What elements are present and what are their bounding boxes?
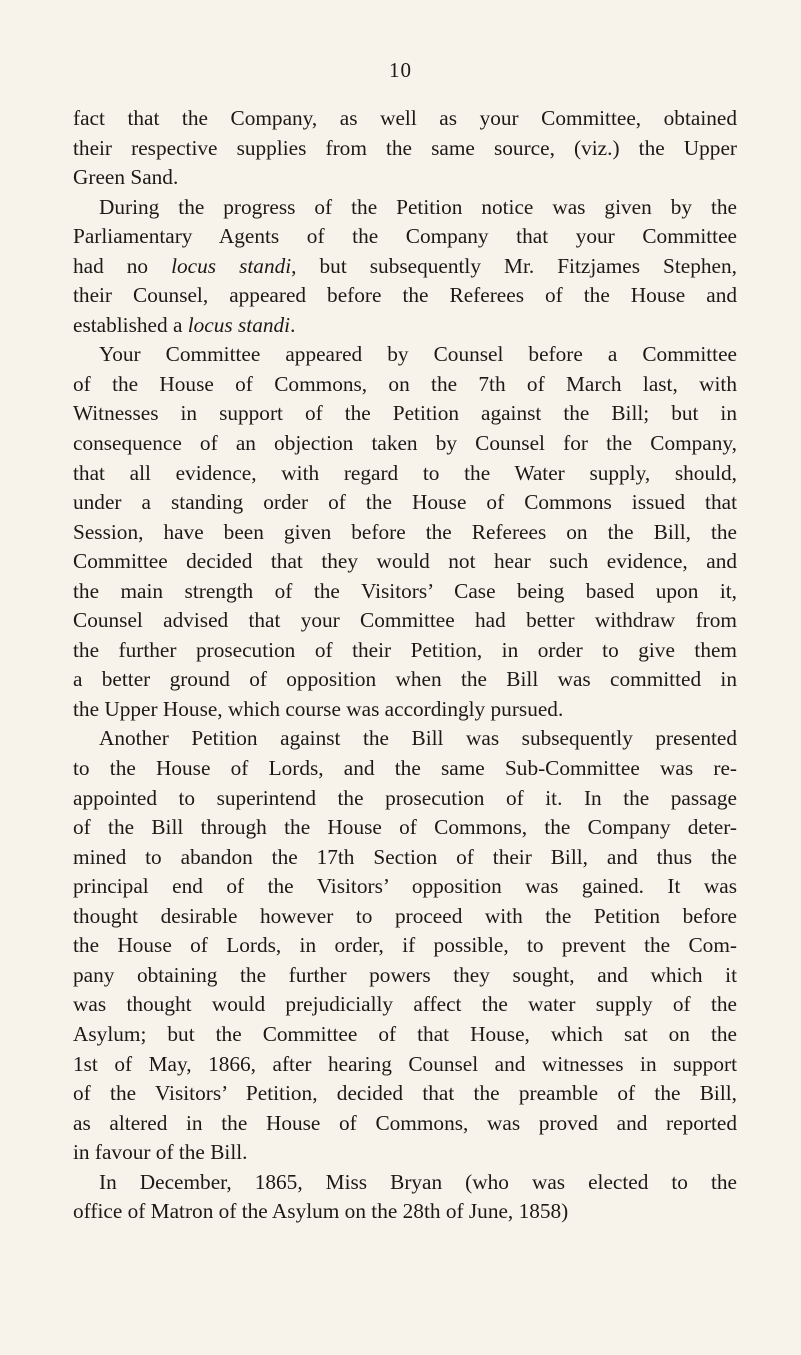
text-line: to the House of Lords, and the same Sub-Committee was re- xyxy=(73,756,737,781)
text-line: a better ground of opposition when the Bill was committed in xyxy=(73,667,737,692)
text-line: pany obtaining the further powers they sought, and which it xyxy=(73,962,737,987)
text-segment: , but subsequently Mr. Fitzjames Stephen, xyxy=(291,253,737,278)
text-line: Your Committee appeared by Counsel before a Committee xyxy=(99,342,737,367)
text-line: their respective supplies from the same source, (viz.) the Upper xyxy=(73,135,737,160)
text-line: the further prosecution of their Petition, in order to give them xyxy=(73,637,737,662)
text-line: the Upper House, which course was accordingly pursued. xyxy=(73,696,564,721)
text-line: of the House of Commons, on the 7th of March last, with xyxy=(73,371,737,396)
text-line: Asylum; but the Committee of that House, which sat on the xyxy=(73,1021,737,1046)
text-line: In December, 1865, Miss Bryan (who was elected to the xyxy=(99,1169,737,1194)
text-line: in favour of the Bill. xyxy=(73,1140,248,1165)
italic-phrase: locus standi xyxy=(171,253,292,278)
text-line: was thought would prejudicially affect the water supply of the xyxy=(73,992,737,1017)
text-line: fact that the Company, as well as your Committee, obtained xyxy=(73,106,737,130)
paragraph xyxy=(73,1168,737,1227)
paragraph xyxy=(73,104,737,193)
text-line xyxy=(73,252,737,282)
text-line: mined to abandon the 17th Section of their Bill, and thus the xyxy=(73,844,737,869)
text-line: Green Sand. xyxy=(73,165,179,190)
text-line: Witnesses in support of the Petition against the Bill; but in xyxy=(73,401,737,426)
paragraph xyxy=(73,193,737,341)
text-line: 1st of May, 1866, after hearing Counsel and witnesses in support xyxy=(73,1051,737,1076)
text-line: Committee decided that they would not hear such evidence, and xyxy=(73,549,737,574)
text-line: the House of Lords, in order, if possible, to prevent the Com- xyxy=(73,933,737,958)
text-line: Another Petition against the Bill was subsequently presented xyxy=(99,726,737,751)
paragraph xyxy=(73,724,737,1167)
text-line: consequence of an objection taken by Counsel for the Company, xyxy=(73,431,737,456)
text-line: Counsel advised that your Committee had better withdraw from xyxy=(73,608,737,633)
text-line: the main strength of the Visitors’ Case being based upon it, xyxy=(73,578,737,603)
text-line: as altered in the House of Commons, was proved and reported xyxy=(73,1110,737,1135)
italic-phrase: locus standi xyxy=(187,312,291,337)
text-line: office of Matron of the Asylum on the 28th of June, 1858) xyxy=(73,1199,569,1224)
paragraph xyxy=(73,340,737,724)
text-line: of the Visitors’ Petition, decided that the preamble of the Bill, xyxy=(73,1081,737,1106)
text-line: During the progress of the Petition notice was given by the xyxy=(99,194,737,219)
text-line: under a standing order of the House of Commons issued that xyxy=(73,490,737,515)
text-segment: had no xyxy=(73,253,172,278)
text-segment: . xyxy=(290,312,296,337)
text-line: of the Bill through the House of Commons, the Company deter- xyxy=(73,815,737,840)
text-line xyxy=(73,311,737,341)
text-line: that all evidence, with regard to the Water supply, should, xyxy=(73,460,737,485)
text-line: thought desirable however to proceed with the Petition before xyxy=(73,903,737,928)
text-line: Session, have been given before the Referees on the Bill, the xyxy=(73,519,737,544)
page-number: 10 xyxy=(389,58,412,82)
text-line: principal end of the Visitors’ opposition was gained. It was xyxy=(73,874,737,899)
body-text xyxy=(73,104,737,1227)
text-line: Parliamentary Agents of the Company that your Committee xyxy=(73,224,737,249)
text-line: appointed to superintend the prosecution of it. In the passage xyxy=(73,785,737,810)
text-segment: established a xyxy=(73,312,188,337)
text-line: their Counsel, appeared before the Referees of the House and xyxy=(73,283,737,308)
